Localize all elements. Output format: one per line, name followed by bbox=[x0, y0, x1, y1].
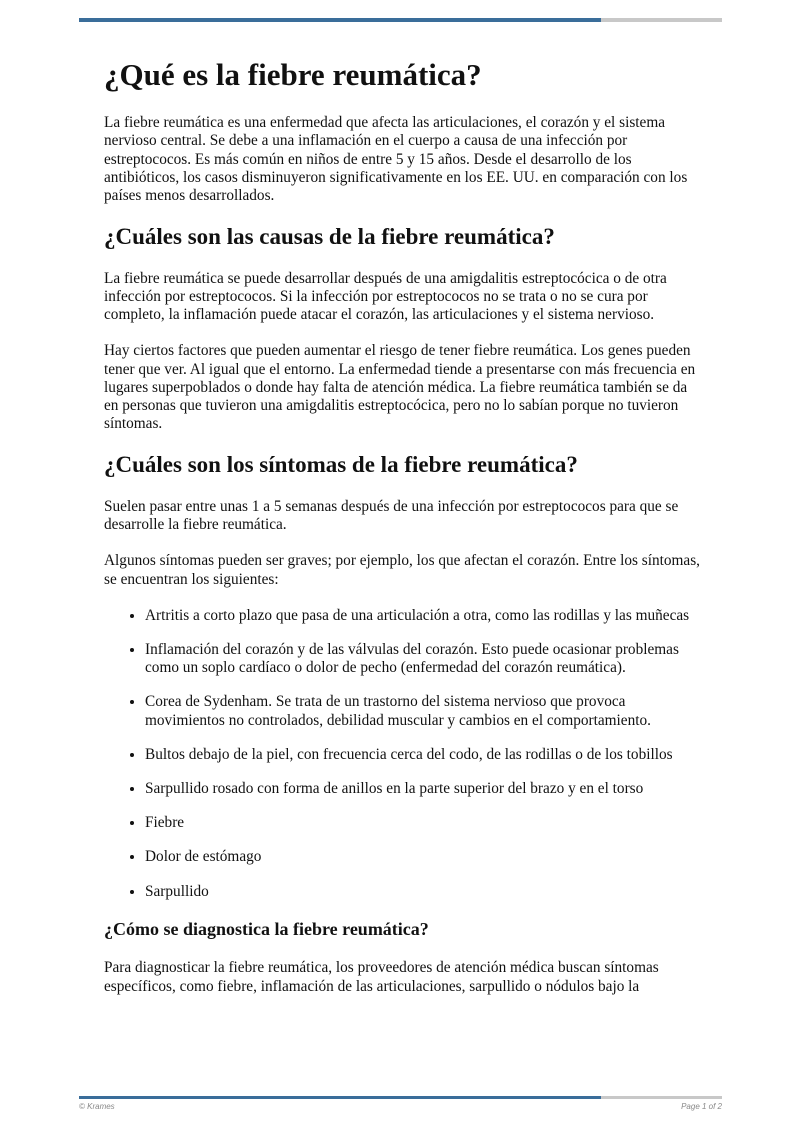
page-title: ¿Qué es la fiebre reumática? bbox=[104, 57, 482, 92]
header-rule-grey bbox=[601, 18, 722, 22]
list-item: • Sarpullido rosado con forma de anillos en la parte superior del brazo y en el torso bbox=[145, 780, 700, 798]
causes-paragraph-1: La fiebre reumática se puede desarrollar después de una amigdalitis estreptocócica o de otra infección por estreptococos. Si la infección por estreptococos no se trata o no se cura por completo, la inflamación puede atacar el corazón, las articulaciones y el sistema nervioso. bbox=[104, 269, 667, 324]
intro-paragraph: La fiebre reumática es una enfermedad que afecta las articulaciones, el corazón y el sistema nervioso central. Se debe a una inflamación en el cuerpo a causa de una infección por estreptococos. Es más común en niños de entre 5 y 15 años. Desde el desarrollo de los antibióticos, los casos disminuyeron significativamente en los EE. UU. en comparación con los países menos desarrollados. bbox=[104, 114, 688, 204]
symptoms-list bbox=[104, 607, 700, 901]
list-item: • Corea de Sydenham. Se trata de un trastorno del sistema nervioso que provoca movimientos no controlados, debilidad muscular y cambios en el comportamiento. bbox=[145, 693, 700, 729]
footer-copyright: © Krames bbox=[79, 1102, 115, 1111]
list-item: • Bultos debajo de la piel, con frecuencia cerca del codo, de las rodillas o de los tobillos bbox=[145, 746, 700, 764]
symptoms-paragraph-1: Suelen pasar entre unas 1 a 5 semanas después de una infección por estreptococos para que se desarrolle la fiebre reumática. bbox=[104, 498, 679, 534]
list-item: • Inflamación del corazón y de las válvulas del corazón. Esto puede ocasionar problemas como un soplo cardíaco o dolor de pecho (enfermedad del corazón reumática). bbox=[145, 641, 700, 677]
symptoms-heading: ¿Cuáles son los síntomas de la fiebre reumática? bbox=[104, 452, 578, 478]
header-rule-accent bbox=[79, 18, 601, 22]
causes-paragraph-2: Hay ciertos factores que pueden aumentar el riesgo de tener fiebre reumática. Los genes pueden tener que ver. Al igual que el entorno. La enfermedad tiende a presentarse con más frecuencia en lugares superpoblados o donde hay falta de atención médica. La fiebre reumática también se da en personas que tuvieron una amigdalitis estreptocócica, pero no lo sabían porque no tuvieron síntomas. bbox=[104, 342, 696, 433]
symptoms-paragraph-2: Algunos síntomas pueden ser graves; por ejemplo, los que afectan el corazón. Entre los síntomas, se encuentran los siguientes: bbox=[104, 552, 700, 588]
header-rule bbox=[79, 18, 722, 22]
causes-heading: ¿Cuáles son las causas de la fiebre reumática? bbox=[104, 224, 555, 250]
list-item: • Fiebre bbox=[145, 814, 700, 832]
list-item: • Sarpullido bbox=[145, 883, 700, 901]
diagnosis-heading: ¿Cómo se diagnostica la fiebre reumática? bbox=[104, 918, 429, 939]
footer-rule bbox=[79, 1096, 722, 1099]
list-item: • Dolor de estómago bbox=[145, 848, 700, 866]
list-item: • Artritis a corto plazo que pasa de una articulación a otra, como las rodillas y las muñecas bbox=[145, 607, 700, 625]
footer-rule-accent bbox=[79, 1096, 601, 1099]
diagnosis-paragraph-1: Para diagnosticar la fiebre reumática, los proveedores de atención médica buscan síntomas específicos, como fiebre, inflamación de las articulaciones, sarpullido o nódulos bajo la bbox=[104, 959, 659, 995]
footer-rule-grey bbox=[601, 1096, 722, 1099]
footer-page-number: Page 1 of 2 bbox=[681, 1102, 722, 1111]
document-body bbox=[104, 56, 700, 1014]
